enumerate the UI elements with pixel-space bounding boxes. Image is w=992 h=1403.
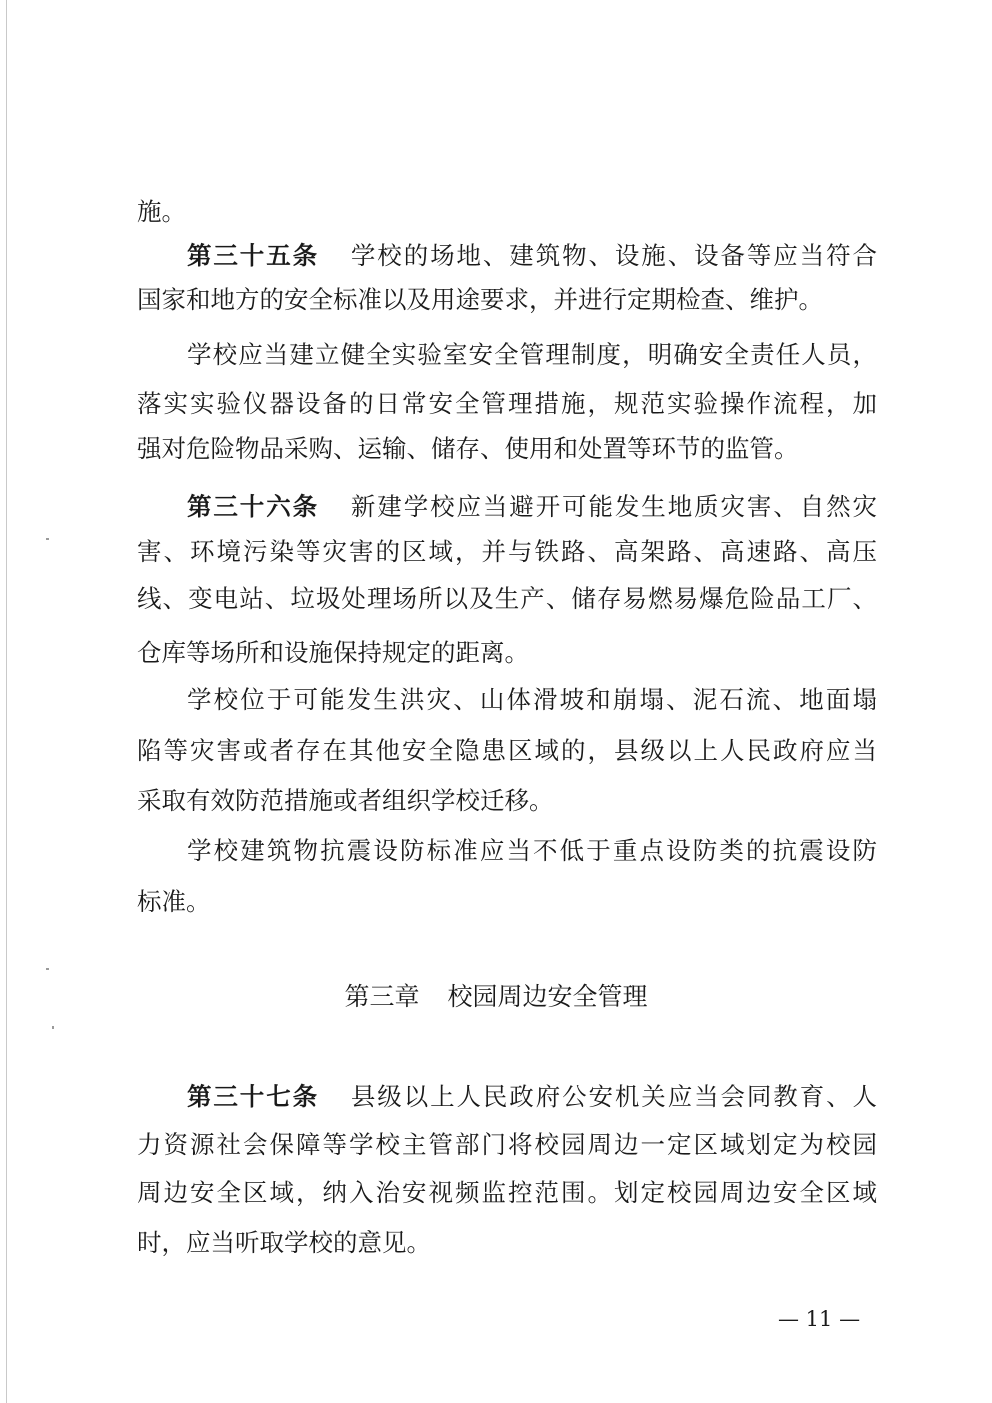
paragraph-line: 周边安全区域，纳入治安视频监控范围。划定校园周边安全区域	[137, 1178, 877, 1207]
paragraph-line: 国家和地方的安全标准以及用途要求，并进行定期检查、维护。	[137, 285, 823, 314]
chapter-number: 第三章	[344, 982, 420, 1011]
scan-left-edge	[6, 0, 7, 1403]
article-36-line-1	[187, 490, 877, 524]
paragraph-line: 施。	[137, 197, 186, 226]
paragraph-line: 害、环境污染等灾害的区域，并与铁路、高架路、高速路、高压	[137, 537, 877, 566]
article-heading: 第三十六条	[187, 492, 319, 521]
paragraph-line: 学校应当建立健全实验室安全管理制度，明确安全责任人员，	[187, 340, 877, 369]
paragraph-text: 学校的场地、建筑物、设施、设备等应当符合	[349, 241, 877, 270]
chapter-heading	[0, 980, 992, 1014]
paragraph-line: 仓库等场所和设施保持规定的距离。	[137, 638, 529, 667]
paragraph-line: 采取有效防范措施或者组织学校迁移。	[137, 786, 554, 815]
paragraph-line: 标准。	[137, 887, 211, 916]
paragraph-line: 陷等灾害或者存在其他安全隐患区域的，县级以上人民政府应当	[137, 736, 877, 765]
article-heading: 第三十五条	[187, 241, 319, 270]
paragraph-line: 时，应当听取学校的意见。	[137, 1228, 431, 1257]
scan-speck	[46, 968, 49, 970]
paragraph-line: 落实实验仪器设备的日常安全管理措施，规范实验操作流程，加	[137, 389, 877, 418]
paragraph-line: 线、变电站、垃圾处理场所以及生产、储存易燃易爆危险品工厂、	[137, 584, 877, 613]
paragraph-line: 强对危险物品采购、运输、储存、使用和处置等环节的监管。	[137, 434, 799, 463]
scan-speck	[46, 538, 49, 540]
paragraph-text: 县级以上人民政府公安机关应当会同教育、人	[349, 1082, 877, 1111]
scan-speck	[52, 1026, 54, 1029]
page-number: — 11 —	[778, 1307, 861, 1331]
paragraph-line: 力资源社会保障等学校主管部门将校园周边一定区域划定为校园	[137, 1130, 877, 1159]
paragraph-text: 新建学校应当避开可能发生地质灾害、自然灾	[349, 492, 877, 521]
article-35-line-1	[187, 239, 877, 273]
article-37-line-1	[187, 1080, 877, 1114]
chapter-title: 校园周边安全管理	[447, 982, 648, 1011]
paragraph-line: 学校位于可能发生洪灾、山体滑坡和崩塌、泥石流、地面塌	[187, 685, 877, 714]
article-heading: 第三十七条	[187, 1082, 319, 1111]
paragraph-line: 学校建筑物抗震设防标准应当不低于重点设防类的抗震设防	[187, 836, 877, 865]
